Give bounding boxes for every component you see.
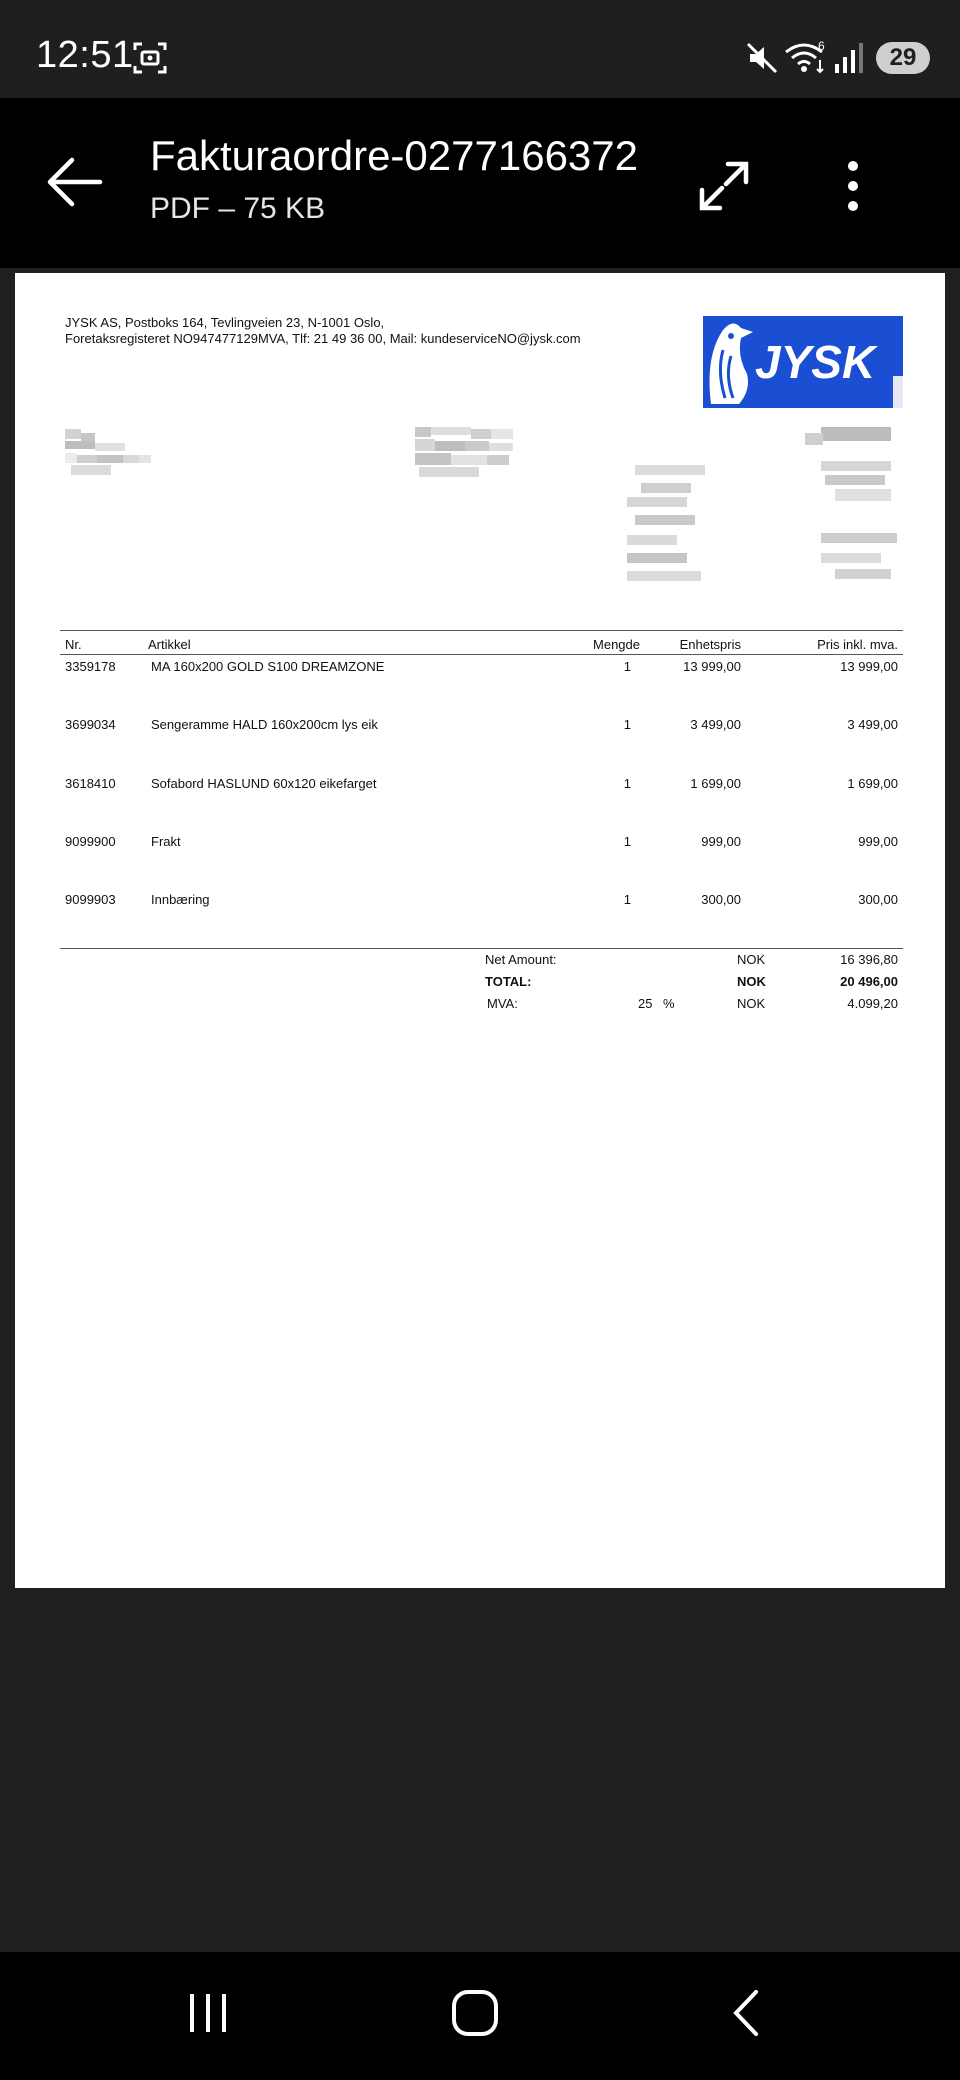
- row-mengde: 1: [623, 717, 631, 732]
- nav-back-icon[interactable]: [728, 1988, 764, 2038]
- app-bar: [0, 98, 960, 268]
- battery-badge: 29: [876, 42, 930, 74]
- row-enhetspris: 300,00: [701, 892, 741, 907]
- net-amount-value: 16 396,80: [840, 952, 898, 967]
- row-pris: 300,00: [858, 892, 898, 907]
- status-bar: [0, 0, 960, 98]
- row-nr: 3618410: [65, 776, 116, 791]
- row-enhetspris: 13 999,00: [683, 659, 741, 674]
- col-nr-header: Nr.: [65, 637, 82, 652]
- file-subtitle: PDF – 75 KB: [150, 192, 326, 225]
- mva-label: MVA:: [487, 996, 518, 1011]
- total-currency: NOK: [737, 974, 766, 989]
- totals-rule: [60, 948, 903, 949]
- row-artikkel: Innbæring: [151, 892, 210, 907]
- more-vert-icon[interactable]: [838, 158, 868, 214]
- mva-percent: %: [663, 996, 675, 1011]
- col-artikkel-header: Artikkel: [148, 637, 191, 652]
- wifi-icon: [784, 38, 828, 76]
- mute-icon: [744, 40, 780, 76]
- net-amount-label: Net Amount:: [485, 952, 557, 967]
- row-pris: 1 699,00: [847, 776, 898, 791]
- row-nr: 9099900: [65, 834, 116, 849]
- row-mengde: 1: [623, 659, 631, 674]
- row-enhetspris: 3 499,00: [690, 717, 741, 732]
- mva-currency: NOK: [737, 996, 766, 1011]
- pdf-page[interactable]: [15, 273, 945, 1588]
- total-value: 20 496,00: [840, 974, 898, 989]
- net-amount-currency: NOK: [737, 952, 766, 967]
- expand-icon[interactable]: [696, 158, 752, 214]
- row-enhetspris: 1 699,00: [690, 776, 741, 791]
- status-time: 12:51: [36, 34, 134, 76]
- jysk-logo: [703, 316, 903, 408]
- home-icon[interactable]: [450, 1988, 500, 2038]
- total-label: TOTAL:: [485, 974, 532, 989]
- back-arrow-icon[interactable]: [40, 146, 112, 218]
- row-nr: 3359178: [65, 659, 116, 674]
- company-registry: Foretaksregisteret NO947477129MVA, Tlf: 21 49 36 00, Mail: kundeserviceNO@jysk.com: [65, 331, 581, 346]
- mva-value: 4.099,20: [847, 996, 898, 1011]
- screen-record-icon: [132, 40, 168, 76]
- col-mengde-header: Mengde: [593, 637, 640, 652]
- row-artikkel: Frakt: [151, 834, 181, 849]
- svg-text:6: 6: [818, 39, 825, 53]
- recents-icon[interactable]: [186, 1988, 230, 2038]
- row-artikkel: Sofabord HASLUND 60x120 eikefarget: [151, 776, 377, 791]
- row-mengde: 1: [623, 892, 631, 907]
- col-enhetspris-header: Enhetspris: [679, 637, 741, 652]
- row-pris: 3 499,00: [847, 717, 898, 732]
- row-enhetspris: 999,00: [701, 834, 741, 849]
- navigation-bar: [0, 1952, 960, 2080]
- row-artikkel: Sengeramme HALD 160x200cm lys eik: [151, 717, 378, 732]
- row-nr: 3699034: [65, 717, 116, 732]
- row-mengde: 1: [623, 776, 631, 791]
- row-mengde: 1: [623, 834, 631, 849]
- row-nr: 9099903: [65, 892, 116, 907]
- row-pris: 999,00: [858, 834, 898, 849]
- col-pris-header: Pris inkl. mva.: [817, 637, 898, 652]
- company-address: JYSK AS, Postboks 164, Tevlingveien 23, N-1001 Oslo,: [65, 315, 385, 330]
- row-pris: 13 999,00: [840, 659, 898, 674]
- table-top-rule: [60, 630, 903, 631]
- file-title: Fakturaordre-0277166372: [150, 132, 639, 179]
- svg-text:JYSK: JYSK: [755, 336, 876, 388]
- row-artikkel: MA 160x200 GOLD S100 DREAMZONE: [151, 659, 385, 674]
- signal-icon: [834, 42, 864, 74]
- redacted-address-area: [15, 423, 945, 603]
- table-header-rule: [60, 654, 903, 655]
- mva-rate: 25: [638, 996, 653, 1011]
